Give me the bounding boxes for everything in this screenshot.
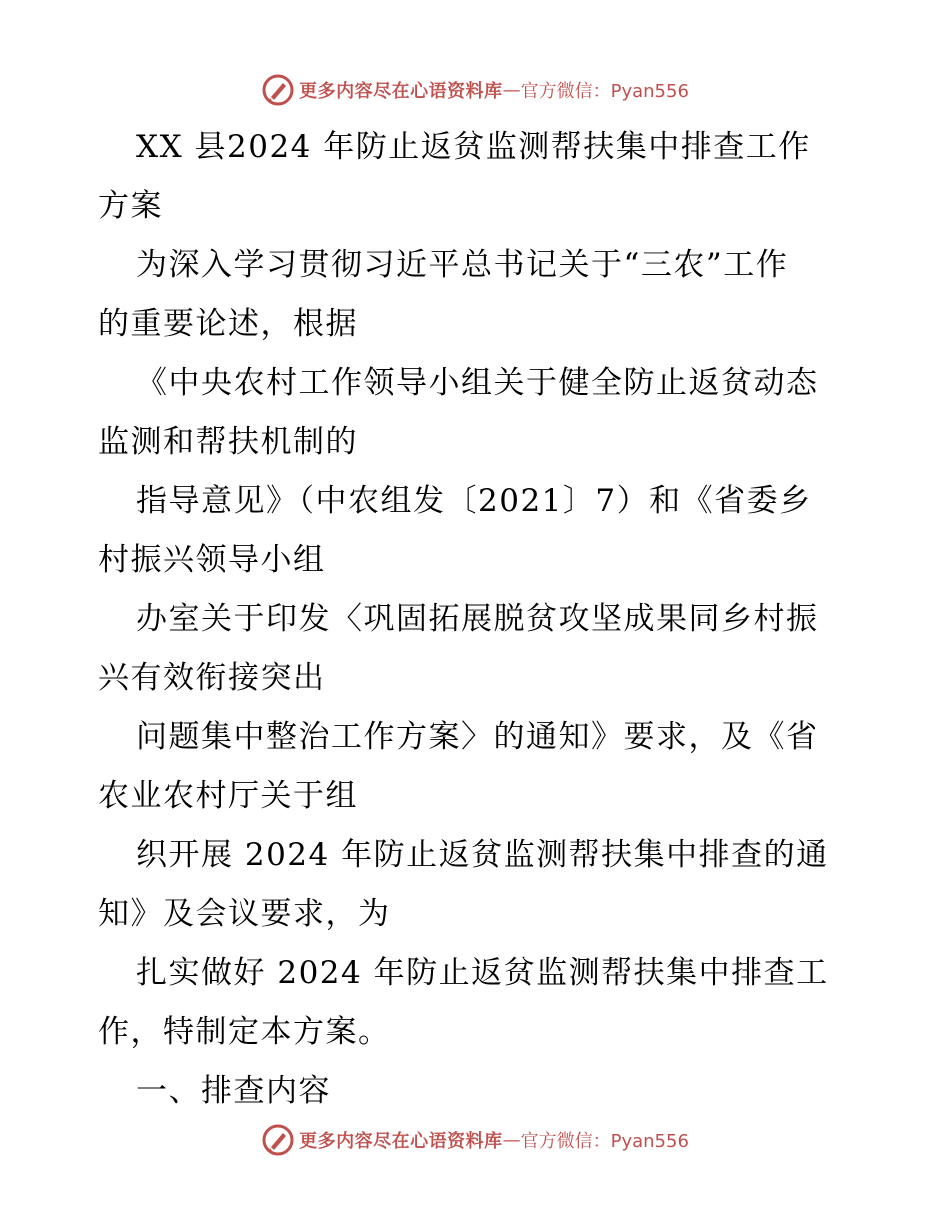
section-heading: 一、排查内容 [136, 1073, 331, 1109]
paragraph-line: 办室关于印发〈巩固拓展脱贫攻坚成果同乡村振 [136, 601, 819, 637]
watermark-logo-icon [261, 73, 295, 107]
watermark-text: 更多内容尽在心语资料库 [299, 1131, 503, 1152]
paragraph-line: 的重要论述，根据 [98, 306, 358, 342]
watermark-logo-icon [261, 1123, 295, 1157]
paragraph-line: 《中央农村工作领导小组关于健全防止返贫动态 [136, 365, 819, 401]
paragraph-line: 知》及会议要求，为 [98, 896, 391, 932]
watermark-wechat: 官方微信：Pyan556 [520, 81, 689, 102]
paragraph-line: 扎实做好 2024 年防止返贫监测帮扶集中排查工 [136, 955, 829, 991]
paragraph-line: 问题集中整治工作方案〉的通知》要求，及《省 [136, 719, 819, 755]
watermark-wechat: 官方微信：Pyan556 [520, 1131, 689, 1152]
document-body [98, 118, 858, 1121]
paragraph-line: 兴有效衔接突出 [98, 660, 326, 696]
paragraph-line: 作，特制定本方案。 [98, 1014, 391, 1050]
title-line-1: XX 县2024 年防止返贫监测帮扶集中排查工作 [136, 129, 811, 165]
paragraph-line: 为深入学习贯彻习近平总书记关于“三农”工作 [136, 247, 789, 283]
watermark-dash: — [502, 1129, 521, 1151]
paragraph-line: 指导意见》（中农组发〔2021〕7）和《省委乡 [136, 483, 812, 519]
title-line-2: 方案 [98, 188, 163, 224]
paragraph-line: 村振兴领导小组 [98, 542, 326, 578]
watermark-footer [0, 1120, 950, 1160]
watermark-header [0, 70, 950, 110]
paragraph-line: 农业农村厅关于组 [98, 778, 358, 814]
paragraph-line: 织开展 2024 年防止返贫监测帮扶集中排查的通 [136, 837, 829, 873]
watermark-dash: — [502, 79, 521, 101]
watermark-text: 更多内容尽在心语资料库 [299, 81, 503, 102]
paragraph-line: 监测和帮扶机制的 [98, 424, 358, 460]
